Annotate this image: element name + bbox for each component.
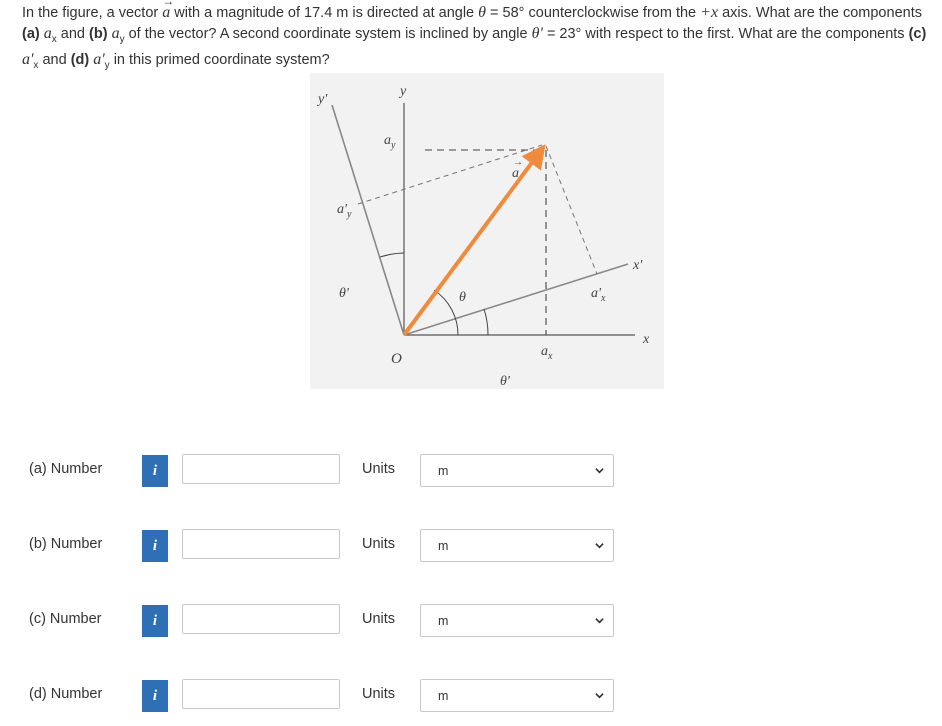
chevron-down-icon bbox=[595, 616, 604, 625]
label-theta-prime-left: θ' bbox=[339, 286, 349, 301]
info-button[interactable]: i bbox=[142, 605, 168, 637]
answer-row-d bbox=[0, 677, 942, 717]
vector-diagram-svg bbox=[310, 73, 664, 389]
row-label: (a) Number bbox=[29, 461, 103, 477]
label-ax: $a_x$ bbox=[541, 344, 553, 362]
question-text: In the figure, a vector → a with a magnitude of 17.4 m is directed at angle θ = 58° counterclockwise from the +x axis. What are the components (a) $a_x$ and (b) $a_y$ of the vector? A second coordinate system is inclined by angle θ' = 23° with respect to the first. What are the components (c) $a'_x$ and (d) $a'_y$ in this primed coordinate system? bbox=[22, 0, 927, 71]
row-label: (c) Number bbox=[29, 611, 102, 627]
units-select-d[interactable] bbox=[420, 679, 614, 712]
units-selected-value: m bbox=[438, 464, 449, 478]
units-selected-value: m bbox=[438, 614, 449, 628]
units-label: Units bbox=[362, 611, 396, 627]
label-origin: O bbox=[391, 351, 402, 367]
number-input-c[interactable] bbox=[182, 604, 340, 634]
label-apx: $a'_x$ bbox=[591, 286, 606, 304]
info-button[interactable]: i bbox=[142, 680, 168, 712]
vector-a bbox=[404, 149, 542, 335]
label-a-arrow: → bbox=[513, 157, 523, 168]
units-label: Units bbox=[362, 536, 396, 552]
number-input-b[interactable] bbox=[182, 529, 340, 559]
chevron-down-icon bbox=[595, 466, 604, 475]
chevron-down-icon bbox=[595, 541, 604, 550]
units-selected-value: m bbox=[438, 689, 449, 703]
units-label: Units bbox=[362, 461, 396, 477]
units-select-a[interactable] bbox=[420, 454, 614, 487]
theta-prime-arc bbox=[484, 309, 488, 335]
label-ay: $a_y$ bbox=[384, 133, 396, 151]
number-input-d[interactable] bbox=[182, 679, 340, 709]
label-a: a bbox=[512, 166, 519, 181]
label-apy: $a'_y$ bbox=[337, 202, 352, 220]
vector-diagram bbox=[310, 73, 664, 389]
units-select-b[interactable] bbox=[420, 529, 614, 562]
apx-projection bbox=[546, 146, 597, 274]
label-theta: θ bbox=[459, 290, 466, 305]
units-select-c[interactable] bbox=[420, 604, 614, 637]
number-input-a[interactable] bbox=[182, 454, 340, 484]
chevron-down-icon bbox=[595, 691, 604, 700]
row-label: (b) Number bbox=[29, 536, 103, 552]
theta-prime-arc-top bbox=[380, 253, 404, 257]
units-label: Units bbox=[362, 686, 396, 702]
answer-row-b bbox=[0, 527, 942, 567]
units-selected-value: m bbox=[438, 539, 449, 553]
label-theta-prime-bottom: θ' bbox=[500, 374, 510, 389]
vector-a-symbol: → a bbox=[162, 0, 175, 21]
answer-row-c bbox=[0, 602, 942, 642]
label-y: y bbox=[400, 84, 407, 99]
answer-row-a bbox=[0, 452, 942, 492]
theta-arc bbox=[434, 290, 458, 335]
info-button[interactable]: i bbox=[142, 455, 168, 487]
row-label: (d) Number bbox=[29, 686, 103, 702]
label-x: x bbox=[643, 332, 650, 347]
label-y-prime: y' bbox=[318, 92, 328, 107]
info-button[interactable]: i bbox=[142, 530, 168, 562]
label-x-prime: x' bbox=[633, 258, 643, 273]
